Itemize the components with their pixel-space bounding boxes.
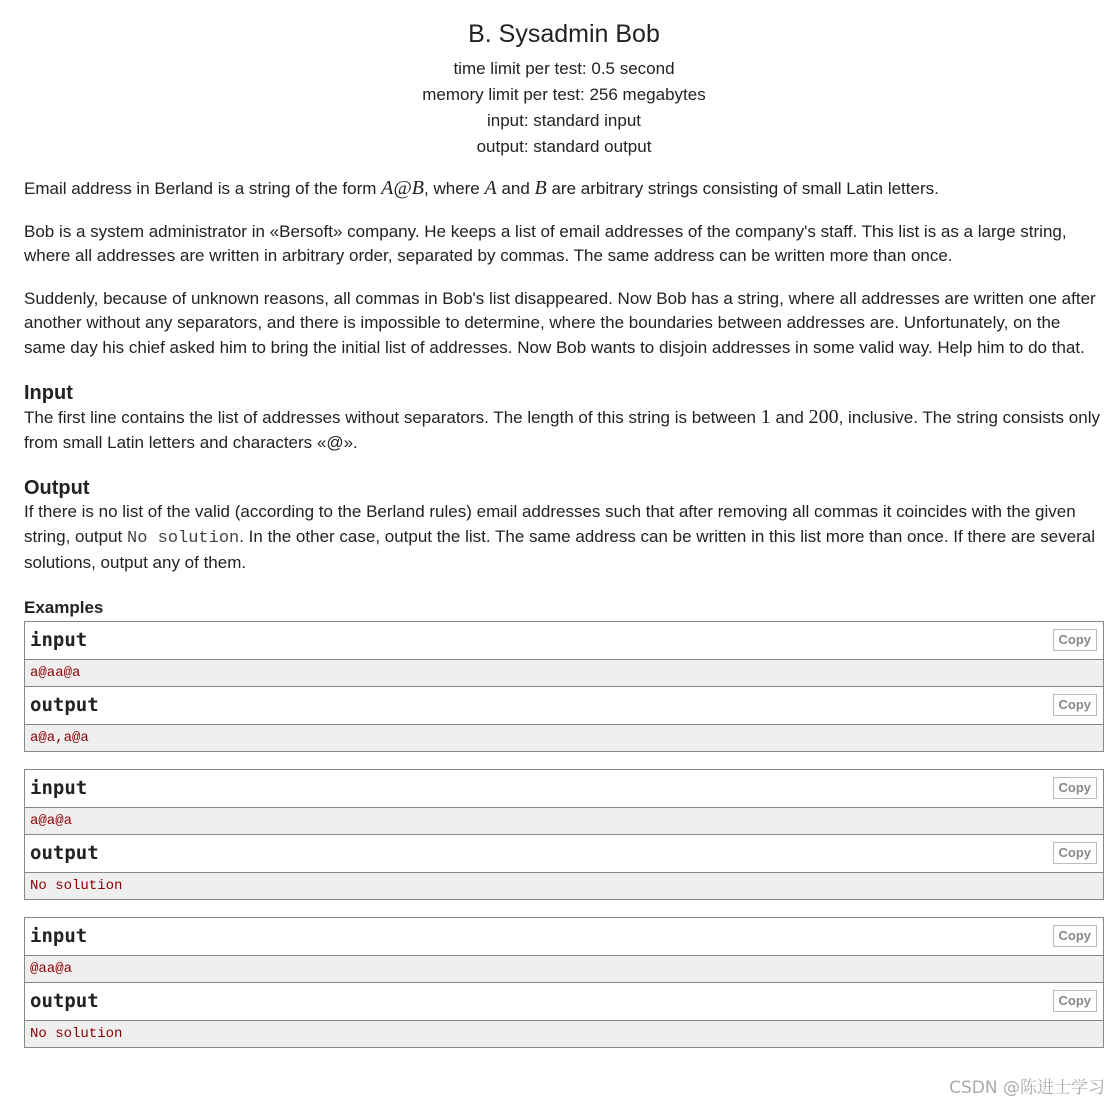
math-two-hundred: 200 [808, 406, 839, 428]
output-label: output [30, 841, 99, 864]
sample-input-title [25, 770, 1103, 808]
math-one: 1 [760, 406, 771, 428]
copy-input-button[interactable]: Copy [1053, 925, 1098, 947]
copy-output-button[interactable]: Copy [1053, 694, 1098, 716]
input-file: input: standard input [486, 111, 642, 130]
legend-paragraph-2: Bob is a system administrator in «Bersoft» company. He keeps a list of email addresses of the company's staff. This list is as a large string, where all addresses are written in arbitrary order, separated by commas. The same address can be written more than once. [24, 221, 1067, 265]
copy-input-button[interactable]: Copy [1053, 777, 1098, 799]
text: , where [424, 179, 485, 198]
input-heading: Input [24, 382, 73, 404]
input-label: input [30, 776, 88, 799]
math-b: B [534, 177, 547, 199]
legend-paragraph-1 [24, 176, 1104, 202]
sample-output-title [25, 686, 1103, 725]
problem-title: B. Sysadmin Bob [468, 20, 660, 48]
sample-output-data[interactable]: No solution [25, 873, 1103, 899]
text: If there is no list of the valid (according to the Berland rules) email addresses such that after removing all commas it coincides with the given string, output [24, 502, 1076, 546]
sample-output-title [25, 982, 1103, 1021]
copy-input-button[interactable]: Copy [1053, 629, 1098, 651]
text: Email address in Berland is a string of the form [24, 179, 382, 198]
output-file: output: standard output [476, 137, 652, 156]
input-label: input [30, 924, 88, 947]
sample-output-data[interactable]: a@a,a@a [25, 725, 1103, 751]
sample-test-1 [24, 621, 1104, 752]
text: The first line contains the list of addresses without separators. The length of this string is between [24, 408, 761, 427]
output-label: output [30, 693, 99, 716]
sample-output-data[interactable]: No solution [25, 1021, 1103, 1047]
output-heading: Output [24, 477, 90, 499]
math-a: A [484, 177, 497, 199]
text: . In the other case, output the list. The same address can be written in this list more than once. If there are several solutions, output any of them. [24, 526, 1096, 572]
output-label: output [30, 989, 99, 1012]
sample-input-data[interactable]: @aa@a [25, 956, 1103, 982]
output-specification [24, 500, 1104, 576]
text: and [770, 408, 809, 427]
math-a-at-b: A@B [381, 177, 425, 199]
csdn-watermark: CSDN @陈进士学习 [949, 1078, 1105, 1098]
problem-statement [24, 0, 1104, 1048]
sample-test-2 [24, 769, 1104, 900]
sample-input-data[interactable]: a@a@a [25, 808, 1103, 834]
text: , inclusive. The string consists only from small Latin letters and characters «@». [24, 408, 1100, 452]
input-specification [24, 405, 1104, 455]
text: are arbitrary strings consisting of small Latin letters. [546, 179, 939, 198]
sample-input-title [25, 622, 1103, 660]
sample-input-data[interactable]: a@aa@a [25, 660, 1103, 686]
text: and [496, 179, 535, 198]
sample-test-3 [24, 917, 1104, 1048]
examples-heading: Examples [24, 597, 104, 617]
code-no-solution: No solution [127, 528, 240, 548]
sample-input-title [25, 918, 1103, 956]
sample-output-title [25, 834, 1103, 873]
problem-limits [24, 56, 1104, 160]
time-limit: time limit per test: 0.5 second [453, 59, 675, 78]
memory-limit: memory limit per test: 256 megabytes [422, 85, 706, 104]
copy-output-button[interactable]: Copy [1053, 990, 1098, 1012]
input-label: input [30, 628, 88, 651]
copy-output-button[interactable]: Copy [1053, 842, 1098, 864]
legend-paragraph-3: Suddenly, because of unknown reasons, all commas in Bob's list disappeared. Now Bob has a string, where all addresses are written one after another without any separators, and there is impossible to determine, where the boundaries between addresses are. Unfortunately, on the same day his chief asked him to bring the initial list of addresses. Now Bob wants to disjoin addresses in some valid way. Help him to do that. [24, 288, 1096, 357]
